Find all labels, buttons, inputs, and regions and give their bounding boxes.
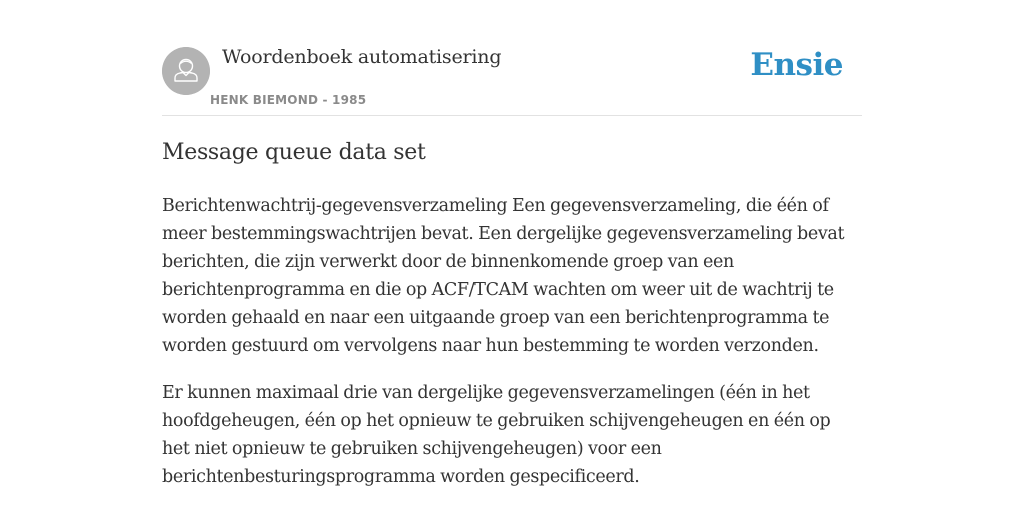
text-line: hoofdgeheugen, één op het opnieuw te gebruiken schijvengeheugen en één op: [162, 411, 831, 431]
text-line: berichtenprogramma en die op ACF/TCAM wachten om weer uit de wachtrij te: [162, 280, 834, 300]
entry-definition: [162, 192, 862, 510]
page-container: [162, 0, 862, 487]
source-title[interactable]: Woordenboek automatisering: [222, 46, 502, 68]
text-line: meer bestemmingswachtrijen bevat. Een dergelijke gegevensverzameling bevat: [162, 224, 845, 244]
author-byline[interactable]: HENK BIEMOND - 1985: [210, 93, 367, 107]
text-line: berichtenbesturingsprogramma worden gespecificeerd.: [162, 467, 640, 487]
text-line: Er kunnen maximaal drie van dergelijke gegevensverzamelingen (één in het: [162, 383, 810, 403]
user-icon[interactable]: [162, 47, 210, 95]
text-line: worden gehaald en naar een uitgaande groep van een berichtenprogramma te: [162, 308, 830, 328]
text-line: het niet opnieuw te gebruiken schijvengeheugen) voor een: [162, 439, 662, 459]
entry-term: Message queue data set: [162, 140, 426, 165]
ensie-logo[interactable]: Ensie: [750, 47, 843, 83]
text-line: berichten, die zijn verwerkt door de binnenkomende groep van een: [162, 252, 734, 272]
definition-paragraph: [162, 379, 862, 491]
definition-paragraph: [162, 192, 862, 360]
text-line: worden gestuurd om vervolgens naar hun bestemming te worden verzonden.: [162, 336, 819, 356]
entry-header: [162, 0, 862, 116]
text-line: Berichtenwachtrij-gegevensverzameling Een gegevensverzameling, die één of: [162, 196, 829, 216]
